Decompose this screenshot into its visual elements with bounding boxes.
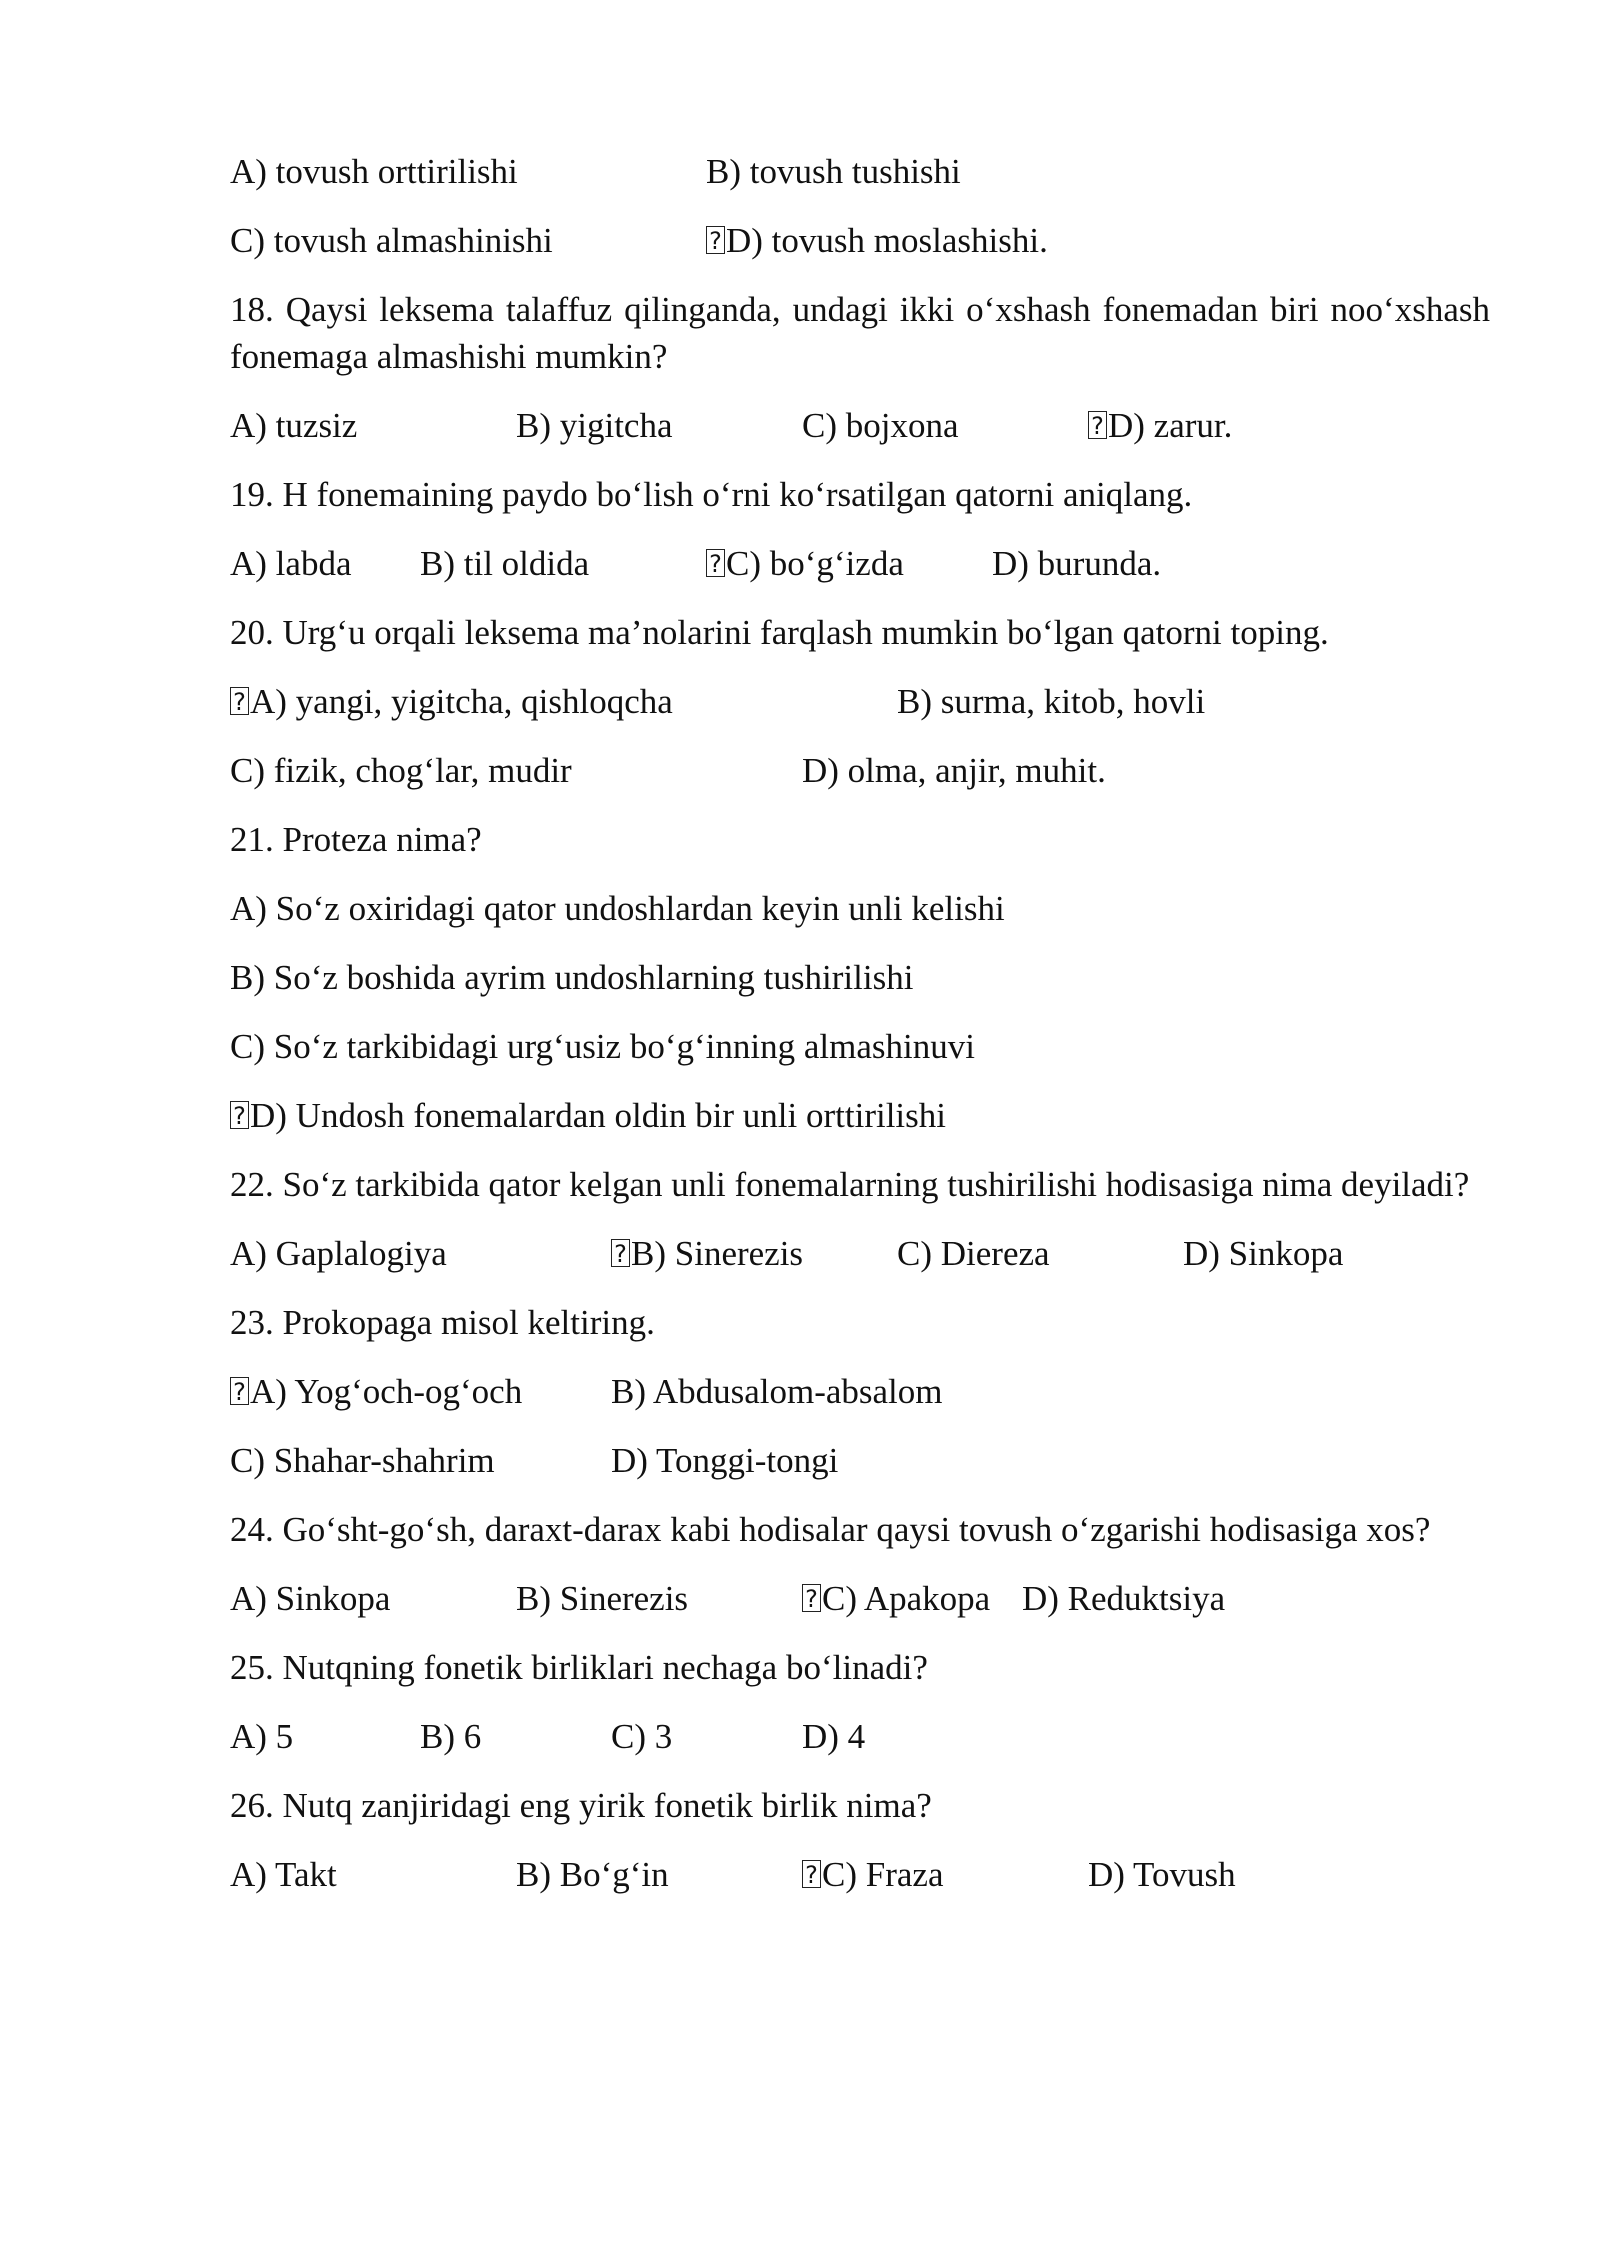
q21-option-a [230,885,1490,932]
q19-option-d [992,540,1161,587]
q26-options-row [230,1851,1490,1898]
option-label: B) surma, kitob, hovli [897,682,1206,721]
q18-option-d [1088,402,1232,449]
q17-option-d [706,217,1048,264]
question-19-text: 19. H fonemaining paydo bo‘lish o‘rni ko‘rsatilgan qatorni aniqlang. [230,475,1193,514]
option-label: C) 3 [611,1717,673,1756]
q20-options-row-1 [230,678,1490,725]
option-label: A) Gaplalogiya [230,1234,447,1273]
answer-marker-icon: ? [802,1860,821,1888]
q20-option-c [230,747,572,794]
option-label: D) Undosh fonemalardan oldin bir unli orttirilishi [250,1096,947,1135]
option-label: C) Shahar-shahrim [230,1441,495,1480]
option-label: B) yigitcha [516,406,673,445]
q23-option-d [611,1437,838,1484]
q20-option-a [230,678,673,725]
answer-marker-icon: ? [1088,411,1107,439]
question-22-text: 22. So‘z tarkibida qator kelgan unli fonemalarning tushirilishi hodisasiga nima deyiladi? [230,1165,1470,1204]
option-label: A) tovush orttirilishi [230,152,518,191]
q26-option-a [230,1851,337,1898]
option-label: B) So‘z boshida ayrim undoshlarning tushirilishi [230,958,914,997]
q21-option-c [230,1023,1490,1070]
answer-marker-icon: ? [230,1101,249,1129]
option-label: C) Fraza [822,1855,944,1894]
option-label: C) fizik, chog‘lar, mudir [230,751,572,790]
q25-option-a [230,1713,293,1760]
option-label: C) bo‘g‘izda [726,544,904,583]
option-label: D) Tovush [1088,1855,1236,1894]
answer-marker-icon: ? [230,687,249,715]
option-label: D) burunda. [992,544,1162,583]
option-label: C) So‘z tarkibidagi urg‘usiz bo‘g‘inning almashinuvi [230,1027,975,1066]
q26-option-b [516,1851,669,1898]
q22-option-d [1183,1230,1343,1277]
q19-options-row [230,540,1490,587]
q25-option-b [420,1713,481,1760]
q24-option-d [1022,1575,1225,1622]
option-label: C) Apakopa [822,1579,991,1618]
q26-option-c [802,1851,943,1898]
q19-option-c [706,540,904,587]
option-label: D) zarur. [1108,406,1233,445]
option-label: D) 4 [802,1717,866,1756]
q21-option-d [230,1092,1490,1139]
option-label: A) Takt [230,1855,337,1894]
q20-options-row-2 [230,747,1490,794]
q25-options-row [230,1713,1490,1760]
option-label: A) 5 [230,1717,294,1756]
option-label: A) Sinkopa [230,1579,391,1618]
q24-option-c [802,1575,990,1622]
q23-option-a [230,1368,522,1415]
q23-options-row-2 [230,1437,1490,1484]
q24-option-b [516,1575,688,1622]
option-label: A) tuzsiz [230,406,358,445]
answer-marker-icon: ? [802,1584,821,1612]
answer-marker-icon: ? [611,1239,630,1267]
q22-options-row [230,1230,1490,1277]
answer-marker-icon: ? [706,226,725,254]
q22-option-c [897,1230,1050,1277]
q21-option-b [230,954,1490,1001]
option-label: B) til oldida [420,544,590,583]
q23-option-b [611,1368,943,1415]
option-label: D) tovush moslashishi. [726,221,1048,260]
answer-marker-icon: ? [230,1377,249,1405]
test-page [230,148,1490,1920]
option-label: B) Sinerezis [516,1579,689,1618]
question-21-text: 21. Proteza nima? [230,820,482,859]
q24-option-a [230,1575,390,1622]
option-label: A) So‘z oxiridagi qator undoshlardan keyin unli kelishi [230,889,1005,928]
question-18-text: 18. Qaysi leksema talaffuz qilinganda, undagi ikki o‘xshash fonemadan biri noo‘xshash fonemaga almashishi mumkin? [230,290,1490,376]
question-26-text: 26. Nutq zanjiridagi eng yirik fonetik birlik nima? [230,1786,932,1825]
q25-option-d [802,1713,865,1760]
q17-option-c [230,217,553,264]
option-label: D) Tonggi-tongi [611,1441,839,1480]
option-label: D) Reduktsiya [1022,1579,1226,1618]
q19-option-b [420,540,589,587]
question-25-text: 25. Nutqning fonetik birliklari nechaga bo‘linadi? [230,1648,928,1687]
option-label: B) 6 [420,1717,482,1756]
option-label: C) tovush almashinishi [230,221,553,260]
option-label: B) Bo‘g‘in [516,1855,669,1894]
q18-options-row [230,402,1490,449]
option-label: D) Sinkopa [1183,1234,1344,1273]
option-label: C) bojxona [802,406,959,445]
option-label: B) tovush tushishi [706,152,961,191]
q17-option-b [706,148,961,195]
q26-option-d [1088,1851,1236,1898]
q18-option-c [802,402,959,449]
option-label: A) labda [230,544,352,583]
option-label: D) olma, anjir, muhit. [802,751,1106,790]
question-23-text: 23. Prokopaga misol keltiring. [230,1303,655,1342]
q23-option-c [230,1437,495,1484]
q17-option-a [230,148,518,195]
q24-options-row [230,1575,1490,1622]
question-24-text: 24. Go‘sht-go‘sh, daraxt-darax kabi hodisalar qaysi tovush o‘zgarishi hodisasiga xos? [230,1510,1431,1549]
question-20-text: 20. Urg‘u orqali leksema ma’nolarini farqlash mumkin bo‘lgan qatorni toping. [230,613,1329,652]
option-label: B) Sinerezis [631,1234,804,1273]
q19-option-a [230,540,351,587]
q17-options-row-1 [230,148,1490,195]
q23-options-row-1 [230,1368,1490,1415]
q18-option-a [230,402,357,449]
option-label: A) Yog‘och-og‘och [250,1372,523,1411]
q20-option-b [897,678,1205,725]
q20-option-d [802,747,1106,794]
q25-option-c [611,1713,672,1760]
option-label: B) Abdusalom-absalom [611,1372,943,1411]
answer-marker-icon: ? [706,549,725,577]
q22-option-a [230,1230,447,1277]
q22-option-b [611,1230,803,1277]
q18-option-b [516,402,673,449]
option-label: A) yangi, yigitcha, qishloqcha [250,682,673,721]
q17-options-row-2 [230,217,1490,264]
option-label: C) Diereza [897,1234,1050,1273]
